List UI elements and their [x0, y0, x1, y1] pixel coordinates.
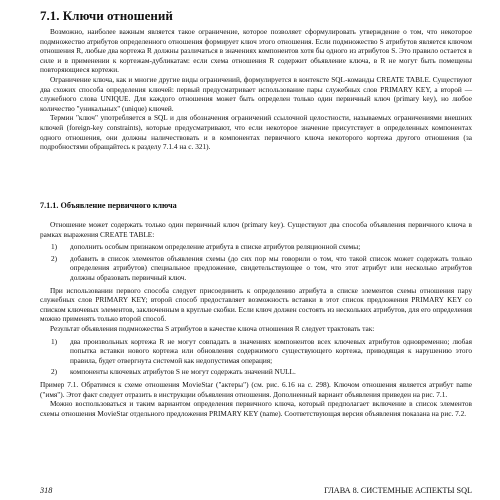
list-number: 1): [51, 242, 58, 252]
subsection-title: 7.1.1. Объявление первичного ключа: [40, 201, 177, 210]
paragraph: Ограничение ключа, как и многие другие виды ограничений, формулируется в контексте SQL-команды CREATE TABLE. Существуют два схожих способа определения ключей: первый предусматривает использование пары служебных слов PRIMARY KEY, а второй — служебного слова UNIQUE. Для каждого отношения может быть определен только один первичный ключ (primary key), но любое количество "уникальных" (unique) ключей.: [40, 74, 472, 113]
running-footer: ГЛАВА 8. СИСТЕМНЫЕ АСПЕКТЫ SQL: [324, 486, 472, 495]
list-number: 2): [51, 253, 58, 263]
paragraph: При использовании первого способа следует присоединить к определению атрибута в списке элементов схемы отношения пару служебных слов PRIMARY KEY; второй способ предоставляет возможность вставки в этот список предложения PRIMARY KEY со списком ключевых элементов, заключенным в круглые скобки. Если ключ должен состоять из нескольких атрибутов, для его определения можно применять только второй способ.: [40, 285, 472, 324]
list-item: [40, 242, 472, 252]
paragraph: Возможно, наиболее важным является такое ограничение, которое позволяет сформулировать утверждение о том, что некоторое подмножество атрибутов определенного отношения формирует ключ этого отношения. Если подмножество S атрибутов является ключом отношения R, любые два кортежа R должны различаться в значениях компонентов хотя бы одного из атрибутов S. Это правило остается в силе и в применении к кортежам-дубликатам: если схема отношения R содержит объявление ключа, в R не могут быть помещены повторяющиеся кортежи.: [40, 27, 472, 75]
numbered-list: [40, 242, 472, 282]
list-item: [40, 254, 472, 283]
list-item: [40, 337, 472, 366]
paragraph: Отношение может содержать только один первичный ключ (primary key). Существуют два способа объявления первичного ключа в рамках выражения CREATE TABLE:: [40, 220, 472, 239]
list-item-text: дополнить особым признаком определение атрибута в списке атрибутов реляционной схемы;: [70, 242, 361, 252]
section-title: 7.1. Ключи отношений: [40, 8, 173, 23]
list-item-text: добавить в список элементов объявления схемы (до сих пор мы говорили о том, что такой список может содержать только определения атрибутов) специальное предложение, свидетельствующее о том, что этот атрибут или несколько атрибутов должны образовать первичный ключ.: [70, 253, 472, 282]
list-item-text: два произвольных кортежа R не могут совпадать в значениях компонентов всех ключевых атрибутов одновременно; любая попытка вставки нового кортежа или обновления содержимого существующего кортежа, приводящая к нарушению этого правила, будет отвергнута системой как недопустимая операция;: [70, 336, 472, 365]
paragraph: Можно воспользоваться и таким вариантом определения первичного ключа, который предполагает включение в список элементов схемы отношения MovieStar отдельного предложения PRIMARY KEY (name). Соответствующая версия объявления показана на рис. 7.2.: [40, 399, 472, 418]
paragraph: Термин "ключ" употребляется в SQL и для обозначения ограничений ссылочной целостности, называемых ограничениями внешних ключей (foreign-key constraints), которые предусматривают, что если некоторое значение присутствует в определенных компонентах одного отношения, они должны наличествовать и в компонентах первичного ключа некоторого кортежа другого отношения (за подробностями обращайтесь к разделу 7.1.4 на с. 321).: [40, 113, 472, 152]
list-item-text: компоненты ключевых атрибутов S не могут содержать значений NULL.: [70, 367, 296, 377]
page-number: 318: [40, 486, 53, 495]
list-number: 1): [51, 336, 58, 346]
example-paragraph: Пример 7.1. Обратимся к схеме отношения MovieStar ("актеры") (см. рис. 6.16 на с. 298). Ключом отношения является атрибут name ("имя"). Этот факт следует отразить в инструкции объявления отношения. Дополненный вариант объявления приведен на рис. 7.1.: [40, 379, 472, 399]
list-number: 2): [51, 367, 58, 377]
intro-text: [40, 27, 472, 152]
list-item: [40, 367, 472, 377]
primary-key-text: [40, 220, 472, 418]
numbered-list: [40, 337, 472, 377]
paragraph: Результат объявления подмножества S атрибутов в качестве ключа отношения R следует трактовать так:: [50, 323, 375, 333]
